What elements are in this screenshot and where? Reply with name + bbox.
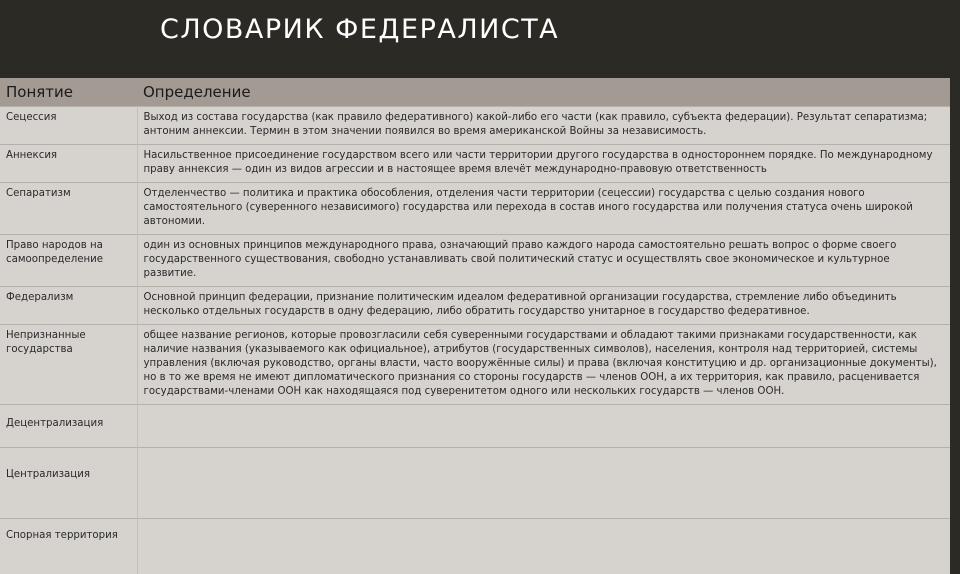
- term-cell: Аннексия: [0, 145, 137, 183]
- column-header-term: Понятие: [0, 78, 137, 107]
- table-row: [0, 448, 950, 519]
- column-header-definition: Определение: [137, 78, 950, 107]
- table-row: [0, 145, 950, 183]
- term-cell: Непризнанные государства: [0, 325, 137, 405]
- definition-cell: [137, 448, 950, 519]
- term-cell: Спорная территория: [0, 519, 137, 574]
- term-cell: Федерализм: [0, 287, 137, 325]
- page-title: СЛОВАРИК ФЕДЕРАЛИСТА: [160, 14, 559, 45]
- term-cell: Сецессия: [0, 107, 137, 145]
- term-cell: Право народов на самоопределение: [0, 235, 137, 287]
- definition-cell: общее название регионов, которые провозгласили себя суверенными государствами и обладают такими признаками государственности, как наличие названия (указываемого как официальное), атрибутов (государственных символов), населения, контроля над территорией, системы управления (включая руководство, органы власти, часто вооружённые силы) и права (включая конституцию и др. организационные документы), но в то же время не имеют дипломатического признания со стороны государств — членов ООН, а их территория, как правило, расценивается государствами-членами ООН как находящаяся под суверенитетом одного или нескольких государств — членов ООН.: [137, 325, 950, 405]
- term-cell: Централизация: [0, 448, 137, 519]
- table-row: [0, 325, 950, 405]
- table-row: [0, 287, 950, 325]
- definition-cell: один из основных принципов международного права, означающий право каждого народа самостоятельно решать вопрос о форме своего государственного существования, свободно устанавливать свой политический статус и осуществлять свое экономическое и культурное развитие.: [137, 235, 950, 287]
- glossary-table-container: [0, 78, 950, 574]
- term-cell: Децентрализация: [0, 405, 137, 448]
- table-row: [0, 183, 950, 235]
- glossary-table: [0, 78, 950, 574]
- table-row: [0, 235, 950, 287]
- definition-cell: Насильственное присоединение государством всего или части территории другого государства в одностороннем порядке. По международному праву аннексия — один из видов агрессии и в настоящее время влечёт международно-правовую ответственность: [137, 145, 950, 183]
- definition-cell: Основной принцип федерации, признание политическим идеалом федеративной организации государства, стремление либо объединить несколько отдельных государств в одну федерацию, либо обратить государство унитарное в государство федеративное.: [137, 287, 950, 325]
- definition-cell: Выход из состава государства (как правило федеративного) какой-либо его части (как правило, субъекта федерации). Результат сепаратизма; антоним аннексии. Термин в этом значении появился во время американской Войны за независимость.: [137, 107, 950, 145]
- table-row: [0, 519, 950, 574]
- definition-cell: [137, 405, 950, 448]
- term-cell: Сепаратизм: [0, 183, 137, 235]
- table-header-row: [0, 78, 950, 107]
- table-row: [0, 405, 950, 448]
- definition-cell: [137, 519, 950, 574]
- table-row: [0, 107, 950, 145]
- definition-cell: Отделенчество — политика и практика обособления, отделения части территории (сецессии) государства с целью создания нового самостоятельного (суверенного независимого) государства или перехода в состав иного государства или получения статуса очень широкой автономии.: [137, 183, 950, 235]
